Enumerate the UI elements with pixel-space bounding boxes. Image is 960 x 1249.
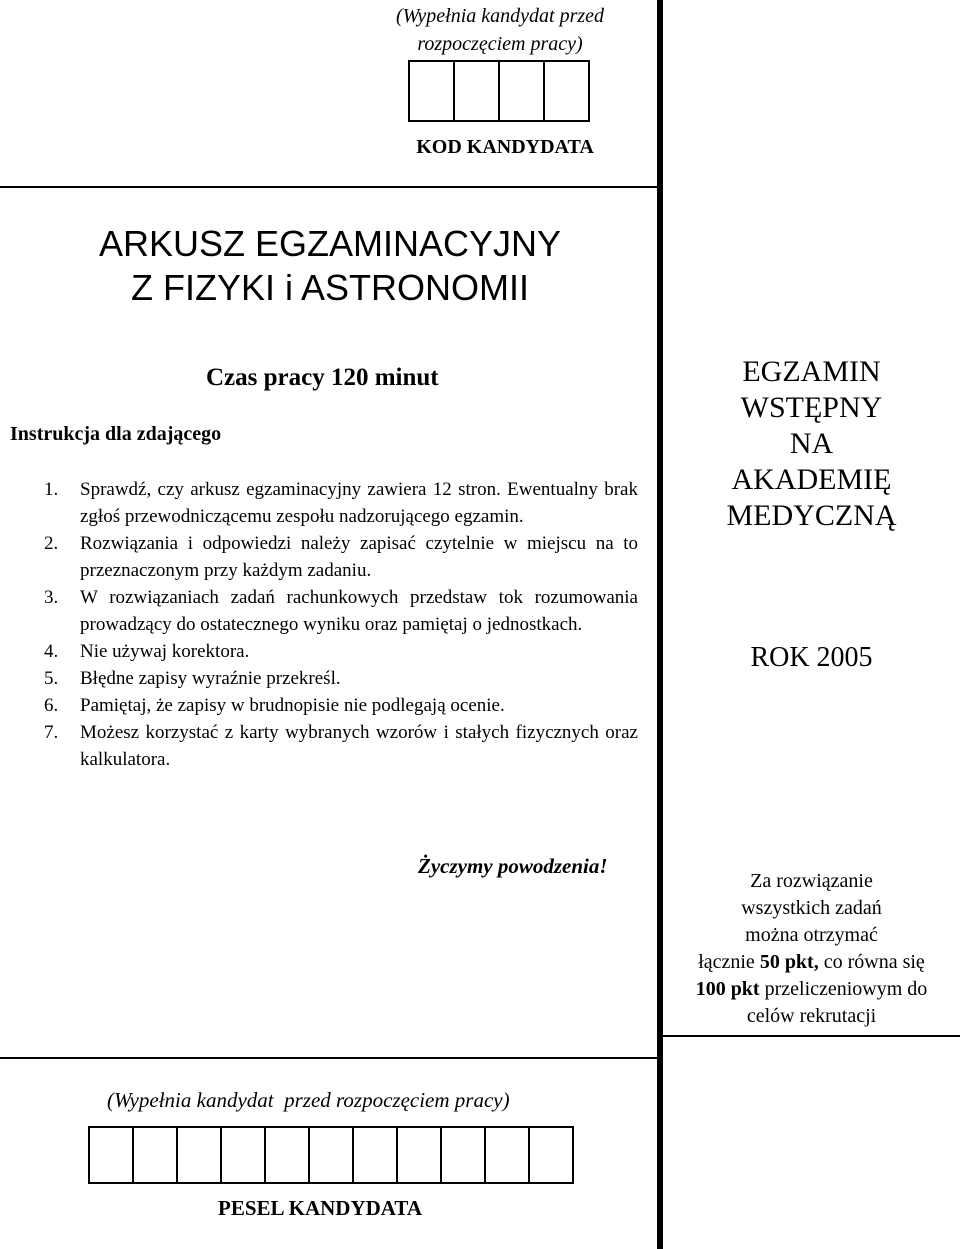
instruction-item: 7. Możesz korzystać z karty wybranych wzorów i stałych fizycznych oraz kalkulatora. [44, 722, 638, 770]
instruction-item: 5. Błędne zapisy wyraźnie przekreśl. [44, 668, 341, 689]
instruction-item: 2. Rozwiązania i odpowiedzi należy zapisać czytelnie w miejscu na to przeznaczonym przy każdym zadaniu. [44, 533, 638, 581]
instructions-list [44, 476, 638, 773]
code-box[interactable] [545, 62, 588, 120]
exam-line: WSTĘPNY [740, 391, 883, 424]
title-line-2: Z FIZYKI i ASTRONOMII [130, 267, 530, 308]
exam-line: EGZAMIN [742, 355, 881, 388]
instruction-item: 4. Nie używaj korektora. [44, 641, 250, 662]
page-title [20, 222, 640, 310]
pesel-box[interactable] [266, 1128, 310, 1182]
pesel-note: (Wypełnia kandydat przed rozpoczęciem pracy) [107, 1088, 510, 1112]
pesel-box[interactable] [442, 1128, 486, 1182]
bottom-divider-left [0, 1057, 657, 1059]
pesel-box[interactable] [486, 1128, 530, 1182]
exam-name-block [663, 354, 960, 534]
exam-line: NA [789, 427, 834, 460]
pesel-boxes[interactable] [88, 1126, 574, 1184]
code-box[interactable] [500, 62, 545, 120]
pesel-box[interactable] [134, 1128, 178, 1182]
code-box[interactable] [455, 62, 500, 120]
instruction-item: 6. Pamiętaj, że zapisy w brudnopisie nie podlegają ocenie. [44, 695, 505, 716]
bottom-divider-right [663, 1035, 960, 1037]
pesel-box[interactable] [530, 1128, 572, 1182]
exam-line: AKADEMIĘ [731, 463, 892, 496]
instructions-heading: Instrukcja dla zdającego [10, 423, 222, 445]
vertical-divider [657, 0, 663, 1249]
instruction-item: 3. W rozwiązaniach zadań rachunkowych przedstaw tok rozumowania prowadzący do ostatecznego wyniku oraz pamiętaj o jednostkach. [44, 587, 638, 635]
exam-year: ROK 2005 [750, 642, 873, 673]
pesel-box[interactable] [222, 1128, 266, 1182]
pesel-box[interactable] [310, 1128, 354, 1182]
exam-line: MEDYCZNĄ [726, 499, 897, 532]
code-box[interactable] [410, 62, 455, 120]
pesel-label: PESEL KANDYDATA [218, 1196, 423, 1220]
exam-time: Czas pracy 120 minut [206, 364, 439, 391]
top-divider [0, 186, 657, 188]
candidate-code-boxes[interactable] [408, 60, 590, 122]
candidate-code-label: KOD KANDYDATA [416, 136, 594, 158]
good-luck-message: Życzymy powodzenia! [418, 854, 608, 878]
pesel-box[interactable] [354, 1128, 398, 1182]
candidate-code-note: (Wypełnia kandydat przed rozpoczęciem pracy) [395, 5, 605, 55]
title-line-1: ARKUSZ EGZAMINACYJNY [98, 223, 562, 264]
points-info: Za rozwiązanie wszystkich zadań można otrzymać łącznie 50 pkt, co równa się 100 pkt przeliczeniowym do celów rekrutacji [695, 870, 928, 1027]
instruction-item: 1. Sprawdź, czy arkusz egzaminacyjny zawiera 12 stron. Ewentualny brak zgłoś przewodniczącemu zespołu nadzorującego egzamin. [44, 479, 638, 527]
pesel-box[interactable] [398, 1128, 442, 1182]
pesel-box[interactable] [90, 1128, 134, 1182]
pesel-box[interactable] [178, 1128, 222, 1182]
